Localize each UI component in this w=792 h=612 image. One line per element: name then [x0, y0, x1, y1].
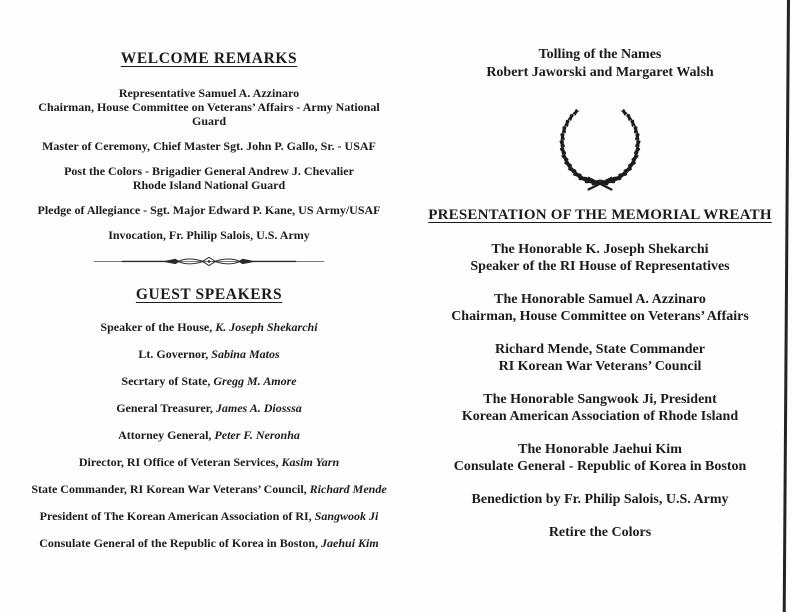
- welcome-entry: [26, 228, 392, 242]
- text-line: Invocation, Fr. Philip Salois, U.S. Army: [108, 228, 310, 242]
- speaker-name: Peter F. Neronha: [214, 428, 300, 442]
- guest-speaker-entry: [26, 320, 392, 334]
- text-line: Post the Colors - Brigadier General Andrew J. Chevalier: [64, 164, 354, 178]
- welcome-remarks-heading: WELCOME REMARKS: [120, 50, 298, 67]
- speaker-title: Speaker of the House,: [100, 320, 216, 334]
- speaker-title: President of The Korean American Association of RI,: [39, 509, 315, 523]
- text-line: Master of Ceremony, Chief Master Sgt. John P. Gallo, Sr. - USAF: [42, 139, 376, 153]
- left-page-column: [26, 50, 392, 563]
- speaker-name: Richard Mende: [309, 482, 387, 496]
- text-line: The Honorable Jaehui Kim: [518, 442, 682, 457]
- speaker-name: Gregg M. Amore: [213, 374, 297, 388]
- presentation-entry: [418, 241, 782, 275]
- scan-edge-artifact: [783, 0, 790, 612]
- presentation-entry: [418, 524, 782, 541]
- guest-speaker-entry: [26, 347, 392, 361]
- speaker-name: Sangwook Ji: [314, 509, 379, 523]
- right-page-column: [418, 46, 782, 557]
- speaker-title: Director, RI Office of Veteran Services,: [78, 455, 282, 469]
- text-line: RI Korean War Veterans’ Council: [498, 359, 702, 374]
- welcome-entry: [26, 86, 392, 128]
- text-line: The Honorable Sangwook Ji, President: [483, 392, 717, 407]
- welcome-entry: [26, 203, 392, 217]
- speaker-title: General Treasurer,: [116, 401, 216, 415]
- speaker-title: Attorney General,: [118, 428, 215, 442]
- guest-speaker-entry: [26, 536, 392, 550]
- text-line: Speaker of the RI House of Representatives: [470, 259, 730, 274]
- tolling-title: Tolling of the Names: [538, 47, 662, 62]
- speaker-name: Jaehui Kim: [321, 536, 379, 550]
- ornamental-divider-icon: [91, 253, 327, 269]
- text-line: Representative Samuel A. Azzinaro: [118, 86, 300, 100]
- text-line: Richard Mende, State Commander: [495, 342, 705, 357]
- guest-speaker-entry: [26, 374, 392, 388]
- guest-speaker-entry: [26, 428, 392, 442]
- speaker-name: Sabina Matos: [211, 347, 280, 361]
- speaker-name: Kasim Yarn: [281, 455, 340, 469]
- text-line: Chairman, House Committee on Veterans’ Affairs - Army National: [38, 100, 380, 114]
- tolling-names: Robert Jaworski and Margaret Walsh: [486, 65, 714, 80]
- speaker-title: Consulate General of the Republic of Korea in Boston,: [39, 536, 322, 550]
- text-line: Retire the Colors: [548, 525, 652, 540]
- text-line: Guard: [191, 114, 226, 128]
- text-line: Pledge of Allegiance - Sgt. Major Edward P. Kane, US Army/USAF: [37, 203, 381, 217]
- text-line: Korean American Association of Rhode Island: [461, 409, 739, 424]
- guest-speakers-heading: GUEST SPEAKERS: [135, 286, 283, 303]
- guest-speaker-entries: [26, 320, 392, 550]
- speaker-name: K. Joseph Shekarchi: [215, 320, 318, 334]
- guest-speaker-entry: [26, 482, 392, 496]
- guest-speaker-entry: [26, 509, 392, 523]
- welcome-entries: [26, 86, 392, 242]
- text-line: Benediction by Fr. Philip Salois, U.S. Army: [471, 492, 729, 507]
- presentation-heading: PRESENTATION OF THE MEMORIAL WREATH: [428, 207, 772, 223]
- presentation-entry: [418, 491, 782, 508]
- presentation-entry: [418, 341, 782, 375]
- speaker-title: Lt. Governor,: [138, 347, 212, 361]
- text-line: The Honorable K. Joseph Shekarchi: [491, 242, 709, 257]
- text-line: Chairman, House Committee on Veterans’ Affairs: [451, 309, 749, 324]
- speaker-name: James A. Diosssa: [215, 401, 302, 415]
- speaker-title: Secrtary of State,: [121, 374, 214, 388]
- presentation-entry: [418, 391, 782, 425]
- guest-speaker-entry: [26, 455, 392, 469]
- presentation-entry: [418, 291, 782, 325]
- welcome-entry: [26, 164, 392, 192]
- presentation-entries: [418, 241, 782, 541]
- text-line: Consulate General - Republic of Korea in Boston: [453, 459, 747, 474]
- text-line: The Honorable Samuel A. Azzinaro: [494, 292, 706, 307]
- speaker-title: State Commander, RI Korean War Veterans’ Council,: [31, 482, 310, 496]
- tolling-of-names: [418, 46, 782, 82]
- laurel-wreath-icon: [538, 104, 662, 198]
- presentation-entry: [418, 441, 782, 475]
- welcome-entry: [26, 139, 392, 153]
- guest-speaker-entry: [26, 401, 392, 415]
- text-line: Rhode Island National Guard: [132, 178, 286, 192]
